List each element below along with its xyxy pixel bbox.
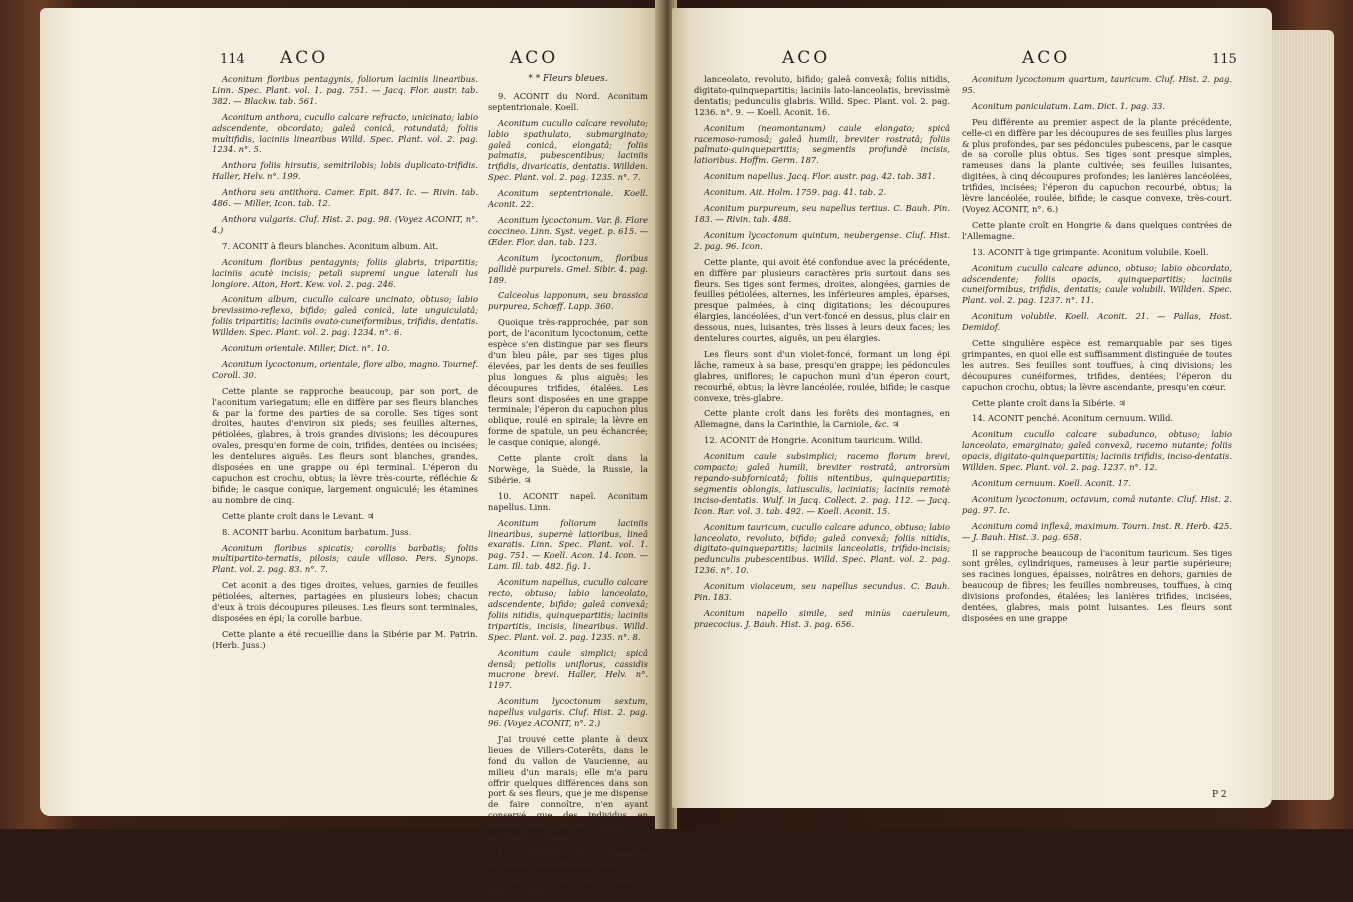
paragraph: Cette plante croît dans les forêts des montagnes, en Allemagne, dans la Carinthie, la Carniole, &c. ♃ — [694, 408, 950, 430]
left-page — [40, 8, 660, 896]
paragraph: Aconitum floribus spicatis; corollis barbatis; foliis multipartito-ternatis, pilosis; caule villoso. Pers. Synops. Plant. vol. 2. pag. 83. n°. 7. — [212, 542, 478, 575]
paragraph: Quoique très-rapprochée, par son port, de l'aconitum lycoctonum, cette espèce s'en distingue par ses fleurs d'un bleu pâle, par ses tiges plus élevées, par les dents de ses feuilles plus longues & plus aiguës; les découpures trifides, étalées. Les fleurs sont disposées en une grappe terminale; l'éperon du capuchon plus oblique, roulé en spirale; la lèvre en forme de spatule, un peu échancrée; le casque conique, alongé. — [488, 317, 648, 448]
paragraph: Aconitum. Ait. Holm. 1759. pag. 41. tab. 2. — [704, 187, 887, 198]
paragraph: Aconitum anthora, cucullo calcare refracto, unicinato; labio adscendente, obcordato; galeâ conicâ, rotundatâ; foliis multifidis, laciniis linearibus Willd. Spec. Plant. vol. 2. pag. 1234. n°. 5. — [212, 111, 478, 155]
paragraph: Aconitum lycoctonum, octavum, comâ nutante. Cluf. Hist. 2. pag. 97. Ic. — [962, 493, 1232, 515]
paragraph: J'ai trouvé cette plante à deux lieues de Villers-Coterêts, dans le fond du vallon de Vaucienne, au milieu d'un marais; elle m'a paru offrir quelques différences dans son port & ses fleurs, que je me dispense de faire connoître, n'en ayant conservé que des individus en mauvais état. Il paroît se rapprocher de l'espèce suivante. — [488, 733, 648, 843]
paragraph: Cette plante a été recueillie dans la Sibérie par M. Patrin. (Herb. Juss.) — [212, 628, 478, 650]
paragraph: Cette plante croît dans la Sibérie. ♃ — [972, 397, 1126, 408]
left-column-2 — [488, 74, 648, 902]
paragraph: 11. ACONIT de Neubourg. Aconitum neomontanum. Koell. — [488, 848, 648, 869]
paragraph: Aconitum orientale. Miller, Dict. n°. 10. — [222, 343, 390, 354]
paragraph: Peu différente au premier aspect de la plante précédente, celle-ci en diffère par les découpures de ses feuilles plus larges & plus profondes, par ses pédoncules pubescens, par le casque de sa corolle plus obtus. Ses tiges sont presque simples, rameuses dans la plante cultivée; ses feuilles luisantes, digitées, à cinq découpures profondes; les lanières lancéolées, trifides, incisées; l'éperon du capuchon recourbé, obtus; la lèvre lancéolée, roulée, bifide; le casque convexe, très-court. (Voyez ACONIT, n°. 6.) — [962, 116, 1232, 214]
paragraph: Aconitum purpureum, seu napellus tertius. C. Bauh. Pin. 183. — Rivin. tab. 488. — [694, 203, 950, 224]
right-page — [672, 8, 1272, 808]
paragraph: Anthora vulgaris. Cluf. Hist. 2. pag. 98. (Voyez ACONIT, n°. 4.) — [212, 213, 478, 235]
paragraph: Aconitum napellus, cucullo calcare recto, obtuso; labio lanceolato, adscendente, bifido; galeâ convexâ; foliis nitidis, quinquepartitis; laciniis tripartitis, incisis, linearibus. Willd. Spec. Plant. vol. 2. pag. 1235. n°. 8. — [488, 577, 648, 642]
paragraph: Aconitum cucullo calcare adunco, obtuso; labio — [488, 874, 648, 896]
paragraph: 13. ACONIT à tige grimpante. Aconitum volubile. Koell. — [972, 246, 1209, 257]
paragraph: Aconitum violaceum, seu napellus secundus. C. Bauh. Pin. 183. — [694, 581, 950, 603]
paragraph: Aconitum lycoctonum, orientale, flore albo, magno. Tournef. Coroll. 30. — [212, 358, 478, 380]
paragraph: Aconitum caule subsimplici; racemo florum brevi, compacto; galeâ humili, breviter rostratâ, antrorsùm repando-subfornicatâ; foliis nitentibus, quinquepartitis; segmentis oblongis, latiusculis, laciniatis; laciniis remotè inciso-dentatis. Wulf. in Jacq. Collect. 2. pag. 112. — Jacq. Icon. Rar. vol. 3. tab. 492. — Koell. Aconit. 15. — [694, 451, 950, 516]
paragraph: Aconitum floribus pentagynis, foliorum laciniis linearibus. Linn. Spec. Plant. vol. 1. pag. 751. — Jacq. Flor. austr. tab. 382. — Blackw. tab. 561. — [212, 74, 478, 106]
paragraph: Aconitum cucullo calcare revoluto; labio spathulato, submarginato; galeâ conicâ, elongatâ; foliis palmatis, pubescentibus; laciniis trifidis, divaricatis, dentatis. Willden. Spec. Plant. vol. 2. pag. 1235. n°. 7. — [488, 117, 648, 183]
paragraph: 10. ACONIT napel. Aconitum napellus. Linn. — [488, 490, 648, 512]
paragraph: 7. ACONIT à fleurs blanches. Aconitum album. Ait. — [222, 240, 439, 251]
paragraph: Aconitum comâ inflexâ, maximum. Tourn. Inst. R. Herb. 425. — J. Bauh. Hist. 3. pag. 658. — [962, 520, 1232, 542]
paragraph: Aconitum cucullo calcare adunco, obtuso; labio obcordato, adscendente; foliis opacis, quinquepartitis; laciniis cuneiformibus, trifidis, dentatis; caule volubili. Willden. Spec. Plant. vol. 2. pag. 1237. n°. 11. — [962, 262, 1232, 306]
paragraph: Aconitum (neomontanum) caule elongato; spicâ racemoso-ramosâ; galeâ humili, breviter rostratâ; foliis palmato-quinquepartitis; segmentis profundè incisis, latioribus. Hoffm. Germ. 187. — [694, 122, 950, 166]
page-number-left: 114 — [220, 52, 245, 67]
running-head-right: ACO — [510, 48, 559, 68]
paragraph: Cette plante croît en Hongrie & dans quelques contrées de l'Allemagne. — [962, 219, 1232, 241]
paragraph: Aconitum volubile. Koell. Aconit. 21. — Pallas, Host. Demidof. — [962, 311, 1232, 333]
running-head-left: ACO — [280, 48, 329, 68]
paragraph: Aconitum cernuum. Koell. Aconit. 17. — [972, 478, 1131, 488]
paragraph: Aconitum floribus pentagynis; foliis glabris, tripartitis; laciniis acutè incisis; petali supremi ungue laterali lus longiore. Aiton, Hort. Kew. vol. 2. pag. 246. — [212, 256, 478, 289]
running-head-right-r: ACO — [1022, 48, 1071, 68]
paragraph: Aconitum lycoctonum. Var. β. Flore coccineo. Linn. Syst. veget. p. 615. — Œder. Flor. dan. tab. 123. — [488, 214, 648, 247]
paragraph: Aconitum lycoctonum sextum, napellus vulgaris. Cluf. Hist. 2. pag. 96. (Voyez ACONIT, n°. 2.) — [488, 696, 648, 729]
paragraph: Aconitum lycoctonum, floribus pallidè purpureis. Gmel. Sibir. 4. pag. 189. — [488, 252, 648, 285]
right-column-1 — [694, 74, 950, 635]
paragraph: 8. ACONIT barbu. Aconitum barbatum. Juss. — [222, 526, 412, 537]
paragraph: lanceolato, revoluto, bifido; galeâ convexâ; foliis nitidis, digitato-quinquepartitis; laciniis lato-lanceolatis, brevissimè dentatis; pedunculis glabris. Willd. Spec. Plant. vol. 2. pag. 1236. n°. 9. — Koell. Aconit. 16. — [694, 74, 950, 117]
paragraph: Anthora seu antithora. Camer. Epit. 847. Ic. — Rivin. tab. 486. — Miller, Icon. tab. 12. — [212, 187, 478, 209]
paragraph: Il se rapproche beaucoup de l'aconitum tauricum. Ses tiges sont grêles, cylindriques, rameuses à leur partie supérieure; ses racines longues, épaisses, noirâtres en dehors, garnies de beaucoup de fibres; les feuilles nombreuses, touffues, à cinq divisions profondes, étalées; les lanières trifides, incisées, dentées, glabres, mais point luisantes. Les fleurs sont disposées en une grappe — [962, 547, 1232, 623]
paragraph: Cette plante se rapproche beaucoup, par son port, de l'aconitum variegatum; elle en diffère par ses fleurs blanches & par la forme des parties de sa corolle. Ses tiges sont droites, hautes d'environ six pieds; ses feuilles alternes, pétiolées, glabres, à trois grandes divisions; les découpures ovales, presqu'en forme de coin, trifides, dentées ou incisées; les dentelures aiguës. Les fleurs sont blanches, grandes, disposées en une grappe ou épi terminal. L'éperon du capuchon est crochu, obtus; la lèvre très-courte, réfléchie & bifide; le casque conique, largement onguiculé; les étamines au nombre de cinq. — [212, 385, 478, 505]
paragraph: Aconitum caule simplici; spicâ densâ; petiolis uniflorus, cassidis mucrone brevi. Haller, Helv. n°. 1197. — [488, 647, 648, 691]
paragraph: Aconitum septentrionale. Koell. Aconit. 22. — [488, 188, 648, 210]
paragraph: 14. ACONIT penché. Aconitum cernuum. Willd. — [972, 413, 1174, 424]
paragraph: Aconitum napello simile, sed minùs caeruleum, praecocius. J. Bauh. Hist. 3. pag. 656. — [694, 607, 950, 629]
paragraph: Calceolus lapponum, seu brassica purpurea, Schœff. Lapp. 360. — [488, 290, 648, 312]
paragraph: Aconitum album, cucullo calcare uncinato, obtuso; labio brevissimo-reflexo, bifido; galeâ conicâ, late unguiculatâ; foliis tripartitis; laciniis ovato-cuneiformibus, trifidis, dentatis. Willden. Spec. Plant. vol. 2. pag. 1234. n°. 6. — [212, 294, 478, 338]
running-head-left-r: ACO — [782, 48, 831, 68]
signature-mark: P 2 — [1212, 790, 1227, 800]
paragraph: Cette plante, qui avoit été confondue avec la précédente, en diffère par plusieurs caractères pris surtout dans ses fleurs. Ses tiges sont fermes, droites, alongées, garnies de feuilles pétiolées, alternes, les inférieures amples, éparses, presque palmées, à cinq digitations; les découpures élargies, lancéolées, d'un vert-foncé en dessus, plus clair en dessous, nues, luisantes, très lisses à leurs deux faces; les dentelures courtes, aiguës, un peu élargies. — [694, 256, 950, 344]
paragraph: Cette singulière espèce est remarquable par ses tiges grimpantes, en quoi elle est suffisamment distinguée de toutes les autres. Ses feuilles sont touffues, à cinq divisions; les découpures cunéiformes, trifides, dentées; l'éperon du capuchon crochu, obtus; la lèvre ascendante, presqu'en cœur. — [962, 338, 1232, 392]
left-column-1 — [212, 74, 478, 656]
paragraph: Aconitum lycoctonum quartum, tauricum. Cluf. Hist. 2. pag. 95. — [962, 74, 1232, 95]
paragraph: Aconitum foliorum laciniis linearibus, supernè latioribus, lineâ exaratis. Linn. Spec. Plant. vol. 1. pag. 751. — Koell. Acon. 14. Icon. — Lam. Ill. tab. 482. fig. 1. — [488, 517, 648, 572]
paragraph: 12. ACONIT de Hongrie. Aconitum tauricum. Willd. — [704, 435, 923, 446]
paragraph: 9. ACONIT du Nord. Aconitum septentrionale. Koell. — [488, 90, 648, 112]
paragraph: Aconitum lycoctonum quintum, neubergense. Cluf. Hist. 2. pag. 96. Icon. — [694, 229, 950, 251]
paragraph: Aconitum paniculatum. Lam. Dict. 1. pag. 33. — [972, 100, 1166, 111]
paragraph: Anthora foliis hirsutis, semitrilobis; lobis duplicato-trifidis. Haller, Helv. n°. 199. — [212, 160, 478, 182]
paragraph: Aconitum napellus. Jacq. Flor. austr. pag. 42. tab. 381. — [704, 171, 936, 182]
paragraph: Cette plante croît dans le Levant. ♃ — [222, 510, 375, 521]
paragraph: Cet aconit a des tiges droites, velues, garnies de feuilles pétiolées, alternes, partagées en plusieurs lobes; chacun d'eux à trois découpures pileuses. Les fleurs sont terminales, disposées en épi; la corolle barbue. — [212, 580, 478, 623]
paragraph: Cette plante croît dans la Norwège, la Suède, la Russie, la Sibérie. ♃ — [488, 453, 648, 485]
paragraph: Aconitum cucullo calcare subadunco, obtuso; labio lanceolato, emarginato; galeâ convexâ, racemo nutante; foliis opacis, digitato-quinquepartitis; laciniis trifidis, inciso-dentatis. Willden. Spec. Plant. vol. 2. pag. 1237. n°. 12. — [962, 429, 1232, 473]
section-subheading: * * Fleurs bleues. — [528, 74, 608, 84]
paragraph: Les fleurs sont d'un violet-foncé, formant un long épi lâche, rameux à sa base, presqu'en grappe; les pédoncules glabres, uniflores; le capuchon muni d'un éperon court, recourbé, obtus; la lèvre lancéolée, roulée, bifide; le casque convexe, très-glabre. — [694, 348, 950, 403]
paragraph: Aconitum tauricum, cucullo calcare adunco, obtuso; labio lanceolato, revoluto, bifido; galeâ convexâ; foliis nitidis, digitato-quinquepartitis; laciniis lanceolatis, trifido-incisis; pedunculis pubescentibus. Willd. Spec. Plant. vol. 2. pag. 1236. n°. 10. — [694, 521, 950, 576]
page-number-right: 115 — [1212, 52, 1237, 67]
page-edges — [1272, 30, 1334, 800]
right-column-2 — [962, 74, 1232, 629]
